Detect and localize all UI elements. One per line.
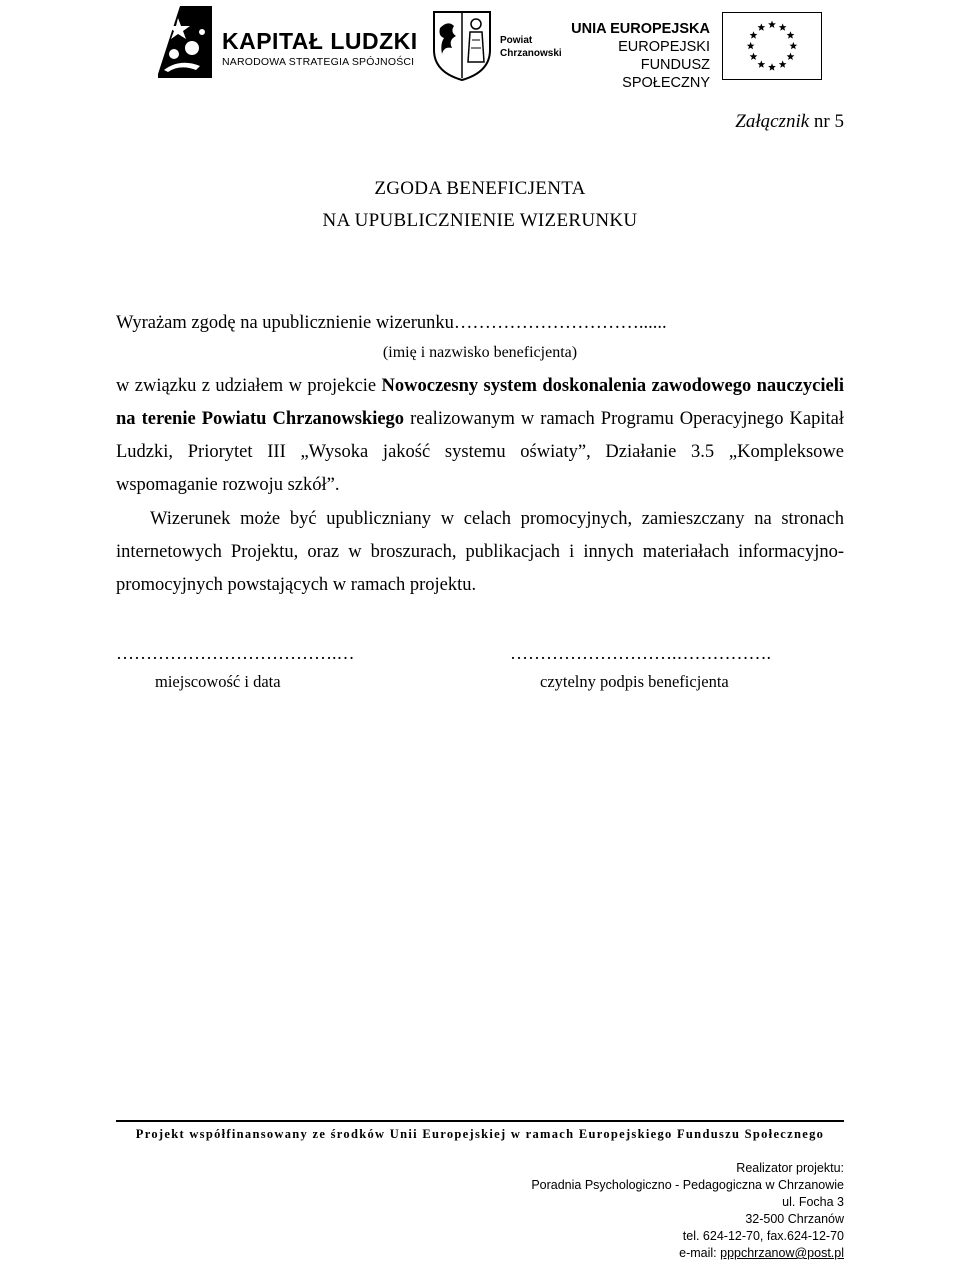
project-paragraph-intro: w związku z udziałem w projekcie (116, 376, 382, 396)
annex-number: nr 5 (813, 111, 844, 132)
eu-star-icon (757, 23, 765, 30)
eu-union-text: UNIA EUROPEJSKA (571, 21, 710, 37)
eu-star-icon (750, 53, 758, 60)
footer-contact-block (531, 1160, 844, 1262)
footer-cofinancing-note: Projekt współfinansowany ze środków Unii Europejskiej w ramach Europejskiego Funduszu Społecznego (135, 1127, 825, 1141)
powiat-label (500, 34, 562, 60)
powiat-line1: Powiat (500, 35, 533, 46)
eu-star-icon (779, 60, 787, 67)
annex-word: Załącznik (735, 111, 810, 132)
signature-label: czytelny podpis beneficjenta (540, 672, 729, 691)
document-title-line1: ZGODA BENEFICJENTA (374, 178, 586, 199)
eu-star-icon (789, 42, 797, 49)
eu-fund-label (560, 20, 710, 92)
eu-star-icon (768, 63, 776, 70)
project-name: Nowoczesny system doskonalenia zawodowego nauczycieli na terenie Powiatu Chrzanowskiego (116, 376, 844, 429)
eu-star-icon (757, 60, 765, 67)
kapital-ludzki-logo (150, 4, 418, 80)
eu-star-icon (768, 21, 776, 28)
consent-statement: Wyrażam zgodę na upublicznienie wizerunku…………………………...... (116, 313, 667, 333)
eu-star-icon (787, 53, 795, 60)
email-link[interactable]: pppchrzanow@post.pl (720, 1246, 844, 1260)
document-title-line2: NA UPUBLICZNIENIE WIZERUNKU (322, 210, 638, 231)
powiat-line2: Chrzanowski (500, 48, 562, 59)
place-date-label: miejscowość i data (155, 672, 281, 691)
powiat-crest-icon (432, 10, 492, 82)
eu-star-icon (750, 31, 758, 38)
eu-european-text: EUROPEJSKI (618, 39, 710, 55)
eu-flag-icon (722, 12, 822, 80)
city-address: 32-500 Chrzanów (745, 1212, 844, 1226)
footer-divider (116, 1120, 844, 1122)
eu-social-fund-text: FUNDUSZ SPOŁECZNY (622, 57, 710, 91)
street-address: ul. Focha 3 (782, 1195, 844, 1209)
annex-label (735, 111, 844, 133)
kapital-ludzki-emblem-icon (150, 4, 216, 80)
project-paragraph (116, 370, 844, 502)
institution-name: Poradnia Psychologiczno - Pedagogiczna w Chrzanowie (531, 1178, 844, 1192)
logo-bar (0, 0, 960, 90)
kapital-ludzki-subtitle: NARODOWA STRATEGIA SPÓJNOŚCI (222, 56, 415, 68)
eu-star-icon (779, 23, 787, 30)
project-paragraph-rest: realizowanym w ramach Programu Operacyjnego Kapitał Ludzki, Priorytet III „Wysoka jakość systemu oświaty”, Działanie 3.5 „Kompleksowe wspomaganie rozwoju szkół”. (116, 409, 845, 495)
eu-star-icon (747, 42, 755, 49)
eu-star-icon (787, 31, 795, 38)
signature-line: ……………………….……………. (510, 643, 771, 663)
phone-fax: tel. 624-12-70, fax.624-12-70 (682, 1229, 844, 1243)
place-date-line: ……………………………….… (116, 643, 355, 663)
kapital-ludzki-title: KAPITAŁ LUDZKI (222, 28, 418, 54)
email-label: e-mail: (679, 1246, 721, 1260)
image-usage-paragraph: Wizerunek może być upubliczniany w celach promocyjnych, zamieszczany na stronach internetowych Projektu, oraz w broszurach, publikacjach i innych materiałach informacyjno-promocyjnych powstających w ramach projektu. (116, 509, 844, 595)
name-field-hint: (imię i nazwisko beneficjenta) (382, 344, 578, 361)
realizator-label: Realizator projektu: (736, 1161, 844, 1175)
